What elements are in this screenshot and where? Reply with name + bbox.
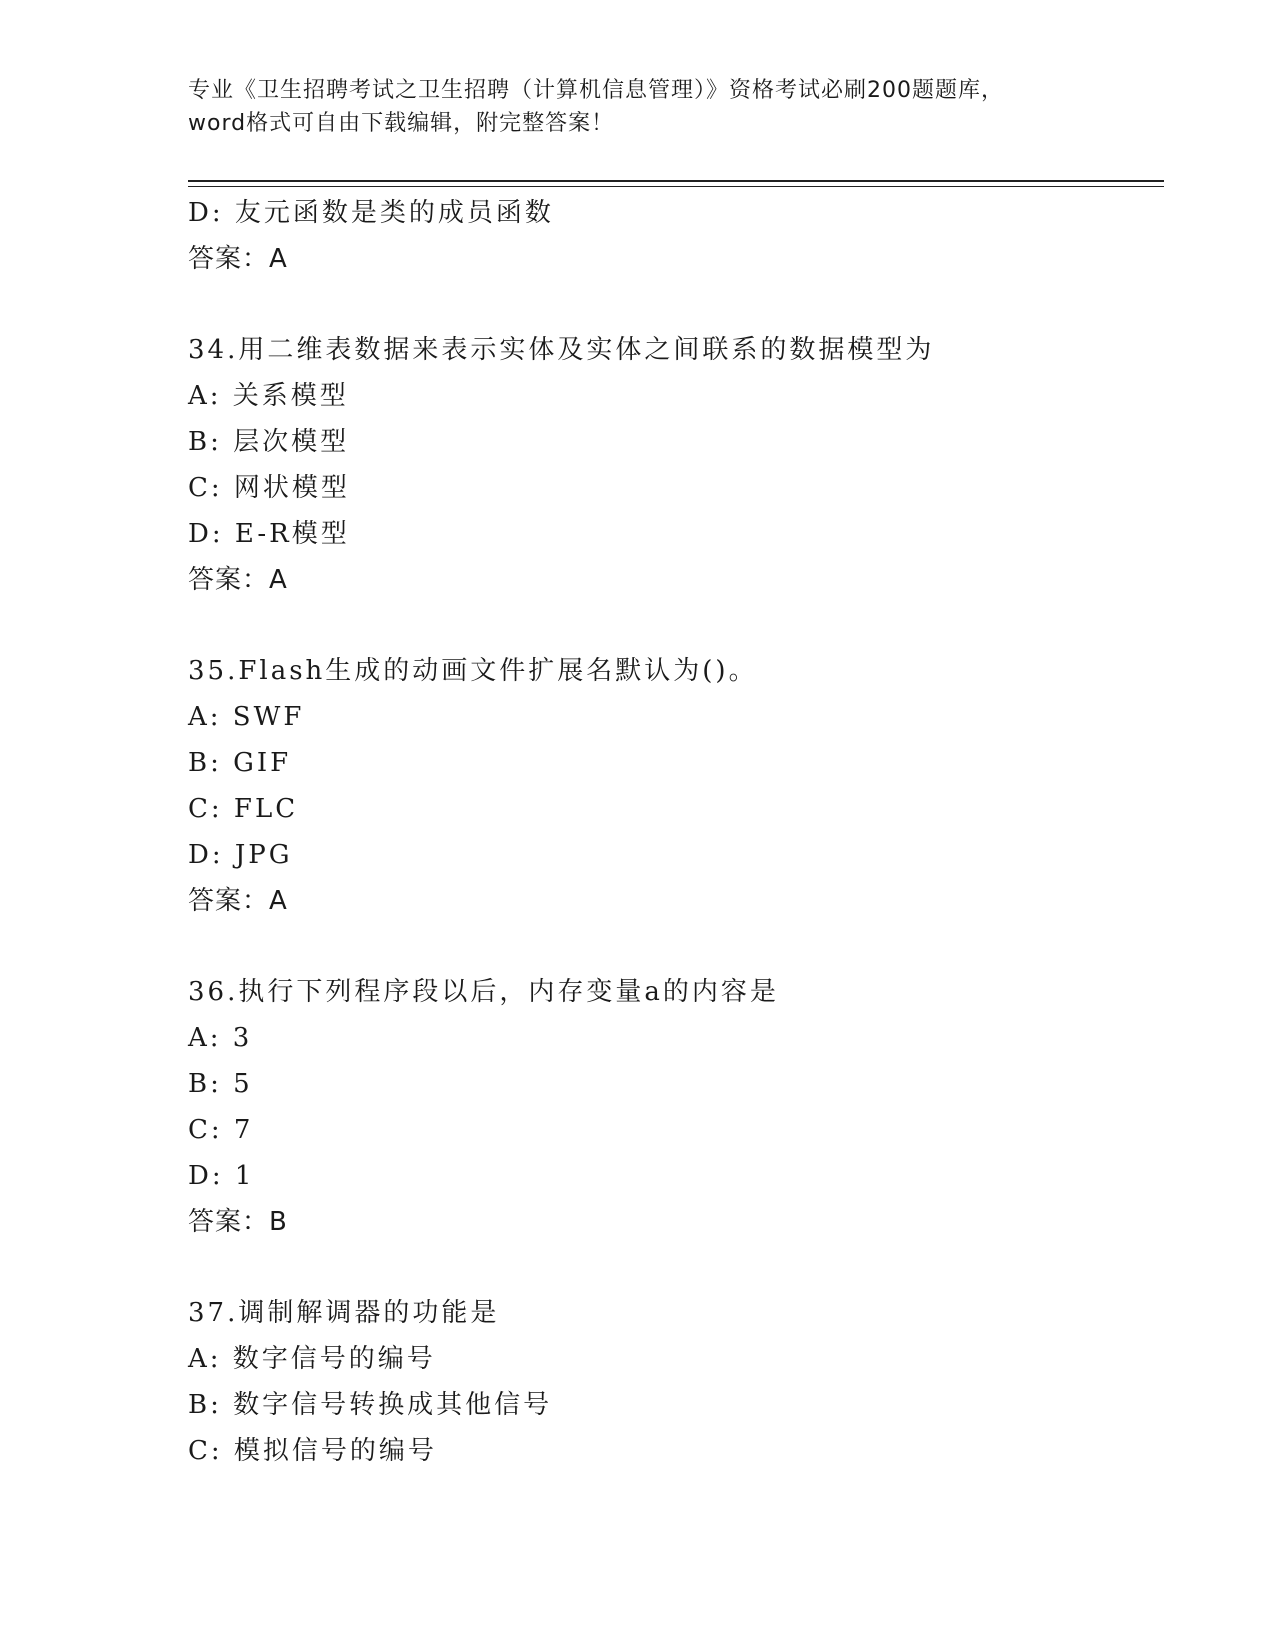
answer: 答案：A bbox=[188, 886, 288, 916]
question-stem: 35.Flash生成的动画文件扩展名默认为()。 bbox=[188, 656, 758, 686]
question-stem: 36.执行下列程序段以后，内存变量a的内容是 bbox=[188, 977, 779, 1007]
question-34 bbox=[188, 327, 1168, 603]
header-title-line-1: 专业《卫生招聘考试之卫生招聘（计算机信息管理）》资格考试必刷200题题库， bbox=[188, 78, 1004, 103]
option-c: C: 网状模型 bbox=[188, 473, 350, 503]
option-b: B: 5 bbox=[188, 1069, 253, 1099]
option-c: C: 7 bbox=[188, 1115, 254, 1145]
answer: 答案：B bbox=[188, 1207, 288, 1237]
question-36 bbox=[188, 969, 1168, 1245]
option-c: C: 模拟信号的编号 bbox=[188, 1436, 437, 1466]
option-a: A: SWF bbox=[188, 702, 305, 732]
answer: 答案：A bbox=[188, 244, 288, 274]
header-divider-thick bbox=[188, 180, 1164, 182]
question-stem: 37.调制解调器的功能是 bbox=[188, 1298, 500, 1328]
question-33-tail bbox=[188, 190, 1168, 282]
option-d: D: JPG bbox=[188, 840, 293, 870]
option-a: A: 关系模型 bbox=[188, 381, 349, 411]
document-header bbox=[188, 74, 1088, 140]
option-a: A: 3 bbox=[188, 1023, 253, 1053]
answer: 答案：A bbox=[188, 565, 288, 595]
option-c: C: FLC bbox=[188, 794, 299, 824]
option-b: B: 层次模型 bbox=[188, 427, 350, 457]
question-35 bbox=[188, 648, 1168, 924]
option-b: B: 数字信号转换成其他信号 bbox=[188, 1390, 553, 1420]
option-d: D: 1 bbox=[188, 1161, 255, 1191]
option-d: D: 友元函数是类的成员函数 bbox=[188, 198, 554, 228]
header-title-line-2: word格式可自由下载编辑，附完整答案！ bbox=[188, 111, 615, 136]
option-a: A: 数字信号的编号 bbox=[188, 1344, 436, 1374]
header-divider-thin bbox=[188, 186, 1164, 187]
question-stem: 34.用二维表数据来表示实体及实体之间联系的数据模型为 bbox=[188, 335, 935, 365]
option-d: D: E-R模型 bbox=[188, 519, 350, 549]
question-list bbox=[188, 190, 1168, 1474]
question-37 bbox=[188, 1290, 1168, 1474]
option-b: B: GIF bbox=[188, 748, 292, 778]
